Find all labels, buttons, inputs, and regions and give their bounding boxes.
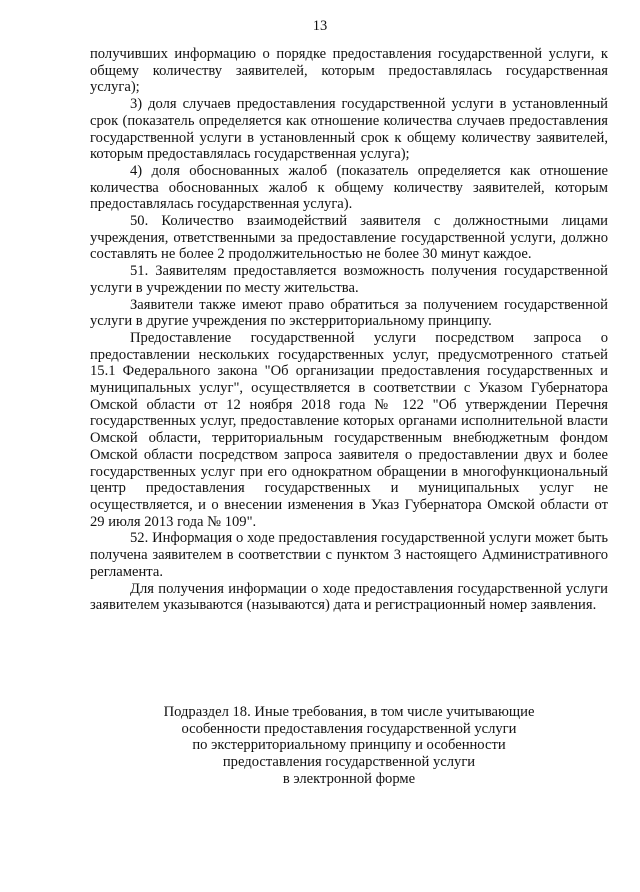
- section-heading-line: по экстерриториальному принципу и особенности: [192, 737, 506, 754]
- section-heading-line: Подраздел 18. Иные требования, в том числе учитывающие: [163, 704, 535, 720]
- paragraph: 4) доля обоснованных жалоб (показатель определяется как отношение количества обоснованных жалоб к общему количеству заявителей, которым предоставлялась государственная услуга).: [90, 162, 608, 213]
- section-heading-line: особенности предоставления государственной услуги: [181, 720, 517, 737]
- paragraph: Предоставление государственной услуги посредством запроса о предоставлении нескольких государственных услуг, предусмотренного статьей 15.1 Федерального закона "Об организации предоставления государственных и муниципальных услуг", осуществляется в соответствии с Указом Губернатора Омской области от 12 ноября 2018 года № 122 "Об утверждении Перечня государственных услуг, предоставление которых органами исполнительной власти Омской области, территориальным государственным внебюджетным фондом Омской области посредством запроса заявителя о предоставлении двух и более государственных услуг при его однократном обращении в многофункциональный центр предоставления государственных и муниципальных услуг не осуществляется, и о внесении изменения в Указ Губернатора Омской области от 29 июля 2013 года № 109".: [90, 329, 608, 530]
- paragraph: Заявители также имеют право обратиться за получением государственной услуги в другие учреждения по экстерриториальному принципу.: [90, 296, 608, 330]
- section-heading-line: в электронной форме: [282, 770, 416, 787]
- body-text: [90, 46, 608, 614]
- paragraph: 52. Информация о ходе предоставления государственной услуги может быть получена заявителем в соответствии с пунктом 3 настоящего Административного регламента.: [90, 530, 608, 580]
- paragraph: 50. Количество взаимодействий заявителя с должностными лицами учреждения, ответственными за предоставление государственной услуги, должно составлять не более 2 продолжительностью не более 30 минут каждое.: [90, 213, 608, 263]
- section-heading-line: предоставления государственной услуги: [222, 754, 476, 771]
- paragraph: получивших информацию о порядке предоставления государственной услуги, к общему количеству заявителей, которым предоставлялась государственная услуга);: [90, 46, 608, 96]
- paragraph: Для получения информации о ходе предоставления государственной услуги заявителем указываются (называются) дата и регистрационный номер заявления.: [90, 580, 608, 614]
- paragraph: 3) доля случаев предоставления государственной услуги в установленный срок (показатель определяется как отношение количества случаев предоставления государственной услуги в установленный срок к общему количеству заявителей, которым предоставлялась государственная услуга);: [90, 96, 608, 163]
- section-heading: [90, 704, 608, 788]
- paragraph: 51. Заявителям предоставляется возможность получения государственной услуги в учреждении по месту жительства.: [90, 263, 608, 296]
- page-number: 13: [312, 18, 328, 34]
